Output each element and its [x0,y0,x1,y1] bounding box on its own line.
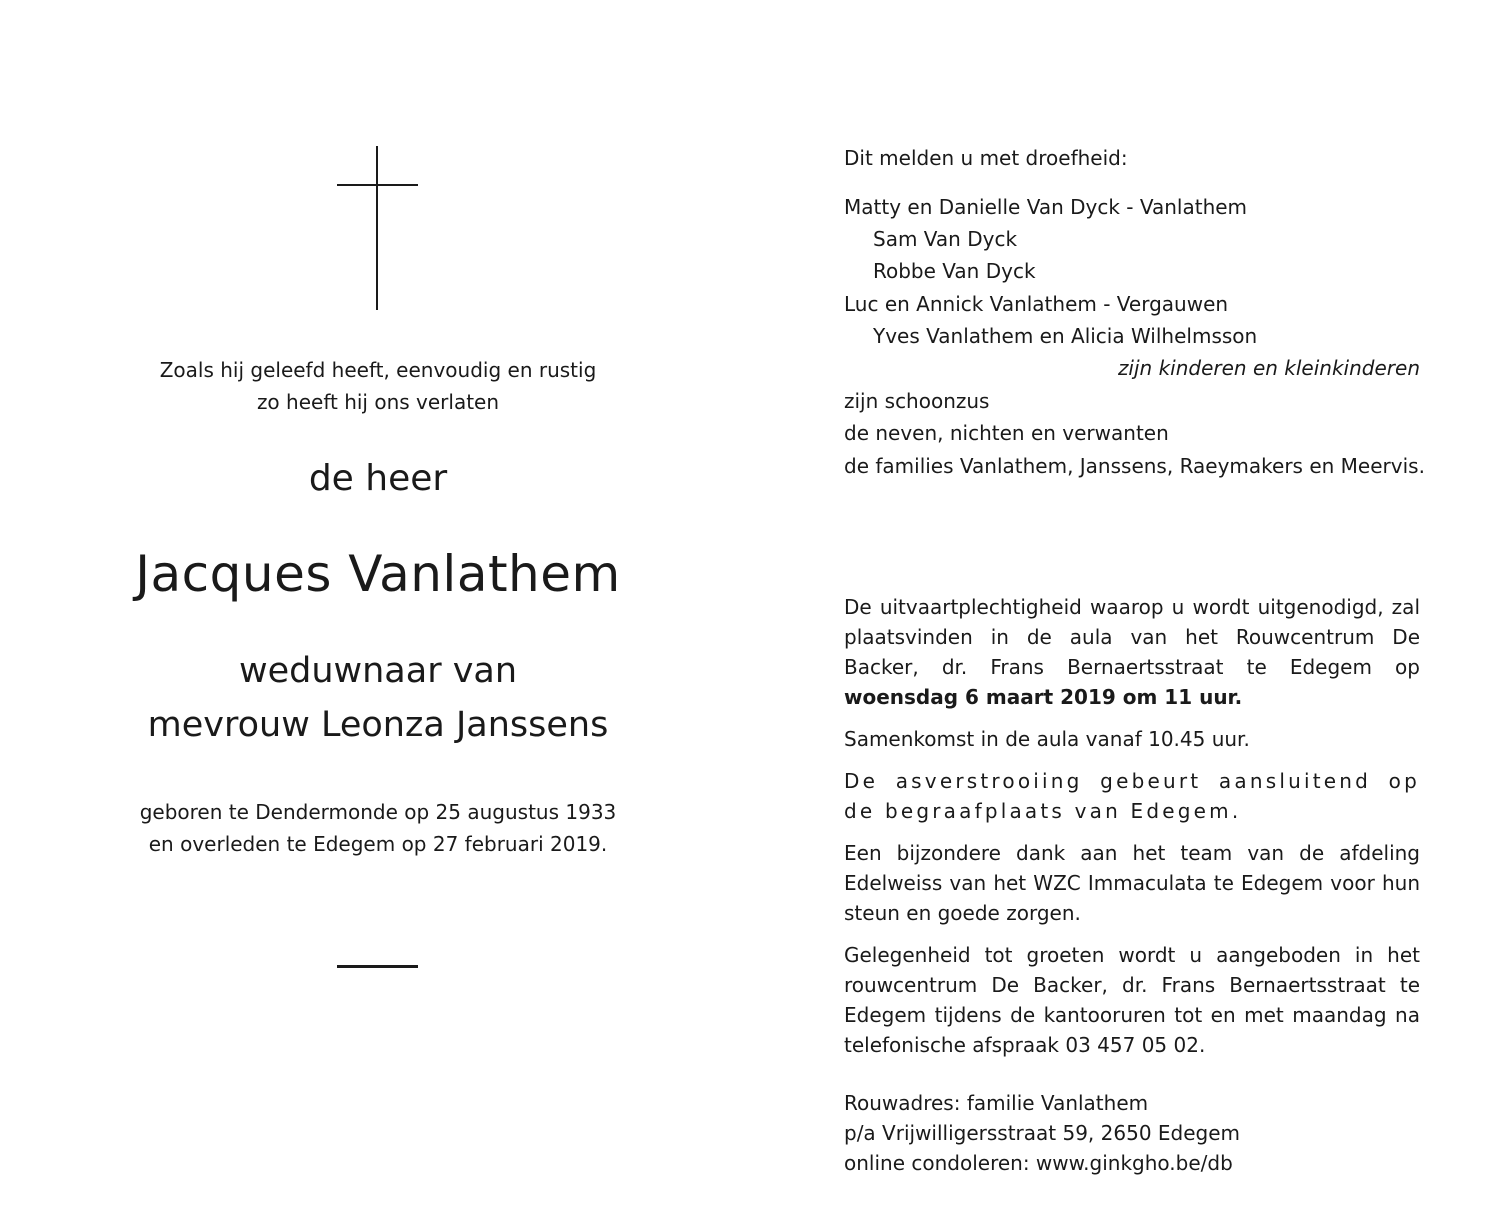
family-member: Matty en Danielle Van Dyck - Vanlathem [844,195,1248,219]
closing-divider [337,965,418,968]
ceremony-date: woensdag 6 maart 2019 om 11 uur. [844,685,1243,709]
other-relative: zijn schoonzus [844,389,990,413]
scattering-text: De asverstrooiing gebeurt aansluitend op de begraafplaats van Edegem. [844,769,1420,823]
scattering [844,766,1420,826]
address-line: Rouwadres: familie Vanlathem [844,1091,1149,1115]
visiting-info: Gelegenheid tot groeten wordt u aangeboden in het rouwcentrum De Backer, dr. Frans Bernaertsstraat te Edegem tijdens de kantooruren tot en met maandag na telefonische afspraak 03 457 05 02. [844,943,1420,1057]
family-member: Yves Vanlathem en Alicia Wilhelmsson [873,324,1258,348]
birth-line: geboren te Dendermonde op 25 augustus 1933 [139,800,617,824]
honorific: de heer [308,458,448,499]
family-member: Robbe Van Dyck [873,259,1036,283]
family-relation: zijn kinderen en kleinkinderen [1117,356,1420,380]
other-relative: de neven, nichten en verwanten [844,421,1169,445]
intro: Dit melden u met droefheid: [844,146,1128,170]
quote-line-2: zo heeft hij ons verlaten [256,390,500,414]
cross-icon-bar [337,184,418,186]
gathering: Samenkomst in de aula vanaf 10.45 uur. [844,727,1250,751]
widow-line-1: weduwnaar van [238,651,518,691]
ceremony-paragraph [844,592,1420,712]
quote-line-1: Zoals hij geleefd heeft, eenvoudig en rustig [159,358,597,382]
cross-icon [376,146,378,310]
family-member: Luc en Annick Vanlathem - Vergauwen [844,292,1229,316]
ceremony-text: De uitvaartplechtigheid waarop u wordt uitgenodigd, zal plaatsvinden in de aula van het Rouwcentrum De Backer, dr. Frans Bernaertsstraat te Edegem op [844,595,1420,679]
family-member: Sam Van Dyck [873,227,1018,251]
thanks: Een bijzondere dank aan het team van de afdeling Edelweiss van het WZC Immaculata te Edegem voor hun steun en goede zorgen. [844,841,1420,925]
other-relative: de families Vanlathem, Janssens, Raeymakers en Meervis. [844,454,1425,478]
address-line: p/a Vrijwilligersstraat 59, 2650 Edegem [844,1121,1241,1145]
death-line: en overleden te Edegem op 27 februari 2019. [148,832,608,856]
deceased-name: Jacques Vanlathem [135,545,621,603]
condolence-link[interactable]: online condoleren: www.ginkgho.be/db [844,1151,1233,1175]
widow-line-2: mevrouw Leonza Janssens [147,705,609,745]
